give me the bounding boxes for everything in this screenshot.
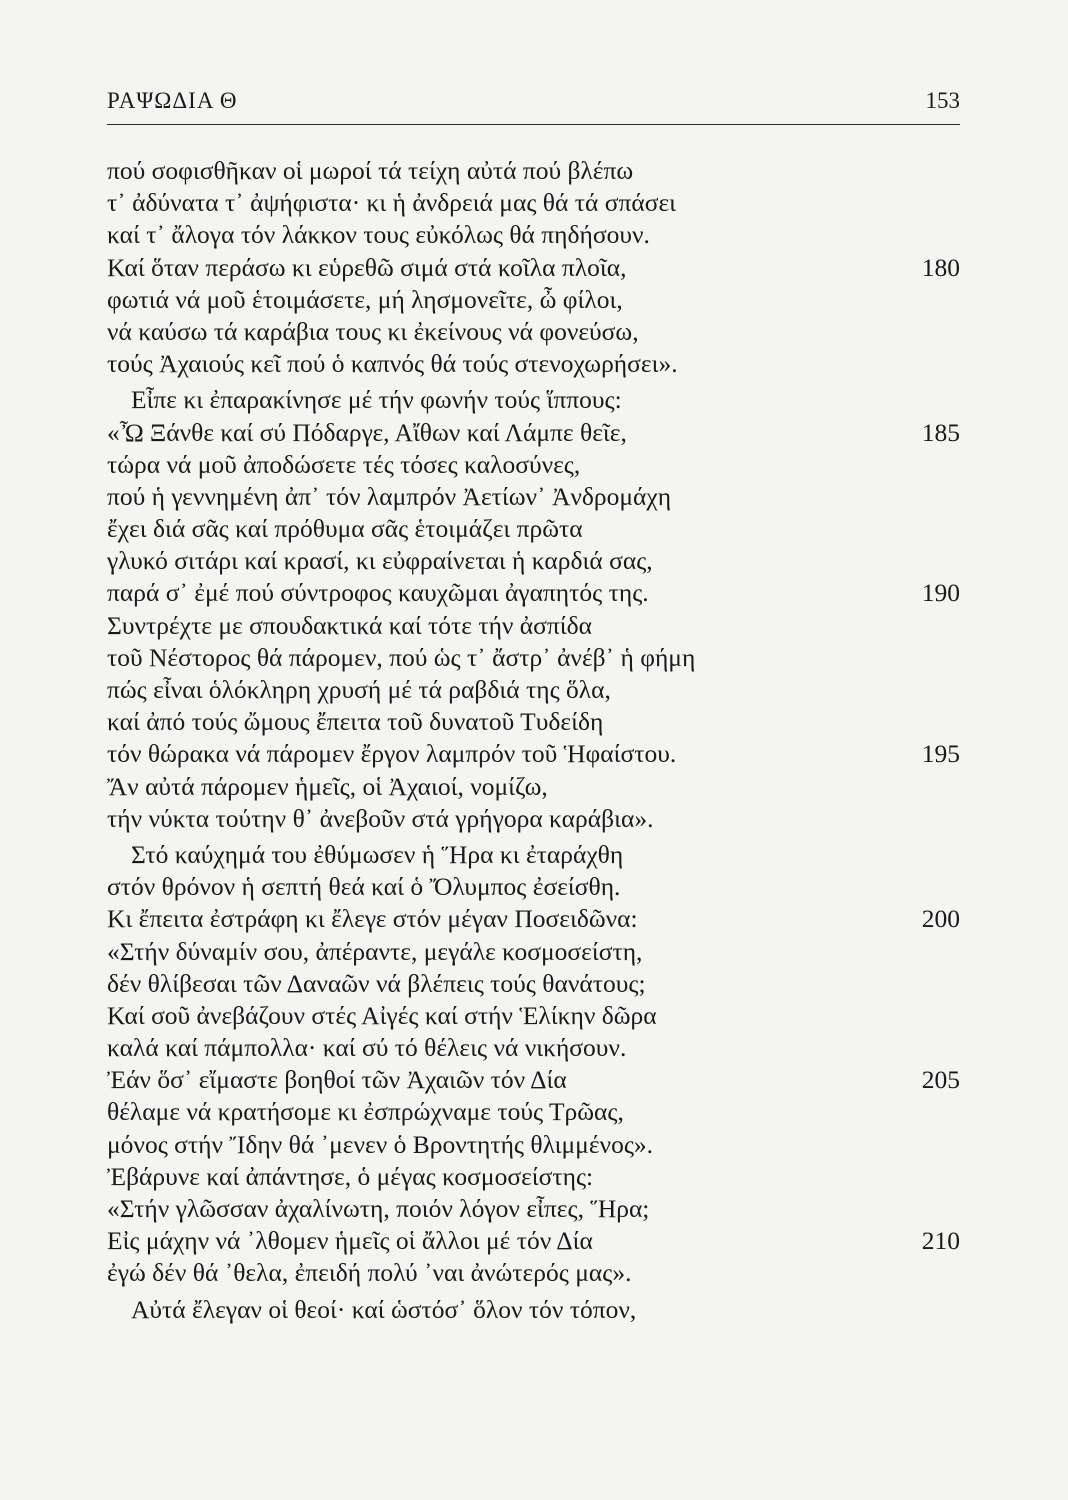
line-number: 210: [921, 1226, 960, 1256]
verse-text: τούς Ἀχαιούς κεῖ πού ὁ καπνός θά τούς στενοχωρήσει».: [107, 349, 678, 379]
verse-text: θέλαμε νά κρατήσομε κι ἐσπρώχναμε τούς Τρῶας,: [107, 1097, 624, 1127]
verse-line: [107, 155, 960, 187]
verse-text: Ἐάν ὅσ᾽ εἴμαστε βοηθοί τῶν Ἀχαιῶν τόν Δία: [107, 1065, 567, 1095]
verse-text: «Στήν δύναμίν σου, ἀπέραντε, μεγάλε κοσμοσείστη,: [107, 936, 643, 966]
verse-line: [107, 1257, 960, 1289]
verse-line: [107, 348, 960, 380]
verse-text: δέν θλίβεσαι τῶν Δαναῶν νά βλέπεις τούς θανάτους;: [107, 968, 646, 998]
verse-line: [107, 417, 960, 449]
verse-line: [107, 642, 960, 674]
verse-text: Εἶπε κι ἐπαρακίνησε μέ τήν φωνήν τούς ἵππους:: [131, 385, 622, 415]
verse-line: [107, 839, 960, 871]
verse-line: [107, 674, 960, 706]
verse-line: [107, 449, 960, 481]
header-rule: [107, 124, 960, 125]
verse-line: [107, 284, 960, 316]
verse-line: [107, 1225, 960, 1257]
verse-text: τήν νύκτα τούτην θ᾽ ἀνεβοῦν στά γρήγορα καράβια».: [107, 803, 654, 833]
verse-text: νά καύσω τά καράβια τους κι ἐκείνους νά φονεύσω,: [107, 316, 639, 346]
verse-line: [107, 610, 960, 642]
line-number: 190: [921, 578, 960, 608]
verse-line: [107, 316, 960, 348]
verse-text: μόνος στήν Ἴδην θά ᾽μενεν ὁ Βροντητής θλιμμένος».: [107, 1129, 654, 1159]
verse-line: [107, 1064, 960, 1096]
verse-line: [107, 771, 960, 803]
verse-text: γλυκό σιτάρι καί κρασί, κι εὐφραίνεται ἡ καρδιά σας,: [107, 546, 653, 576]
verse-text: καί ἀπό τούς ὤμους ἔπειτα τοῦ δυνατοῦ Τυδείδη: [107, 707, 604, 737]
verse-text: τόν θώρακα νά πάρομεν ἔργον λαμπρόν τοῦ Ἡφαίστου.: [107, 739, 677, 769]
verse-line: [107, 577, 960, 609]
verse-line: [107, 738, 960, 770]
verse-line: [107, 968, 960, 1000]
verse-text: ἔχει διά σᾶς καί πρόθυμα σᾶς ἑτοιμάζει πρῶτα: [107, 514, 583, 544]
verse-text: ἐγώ δέν θά ᾽θελα, ἐπειδή πολύ ᾽ναι ἀνώτερός μας».: [107, 1258, 632, 1288]
verse-line: [107, 1161, 960, 1193]
verse-text: «Στήν γλῶσσαν ἀχαλίνωτη, ποιόν λόγον εἶπες, Ἥρα;: [107, 1194, 650, 1223]
verse-text: Αὐτά ἔλεγαν οἱ θεοί· καί ὡστόσ᾽ ὅλον τόν τόπον,: [131, 1294, 637, 1324]
verse-line: [107, 871, 960, 903]
verse-line: [107, 936, 960, 968]
verse-line: [107, 1294, 960, 1326]
verse-line: [107, 513, 960, 545]
verse-line: [107, 1129, 960, 1161]
verse-text: Καί σοῦ ἀνεβάζουν στές Αἰγές καί στήν Ἑλίκην δῶρα: [107, 1000, 657, 1030]
verse-text: Εἰς μάχην νά ᾽λθομεν ἡμεῖς οἱ ἄλλοι μέ τόν Δία: [107, 1226, 593, 1256]
verse-line: [107, 384, 960, 416]
verse-text: παρά σ᾽ ἐμέ πού σύντροφος καυχῶμαι ἀγαπητός της.: [107, 578, 649, 608]
running-title: ΡΑΨΩΔΙΑ Θ: [107, 88, 238, 113]
verse-line: [107, 803, 960, 835]
line-number: 205: [921, 1065, 960, 1095]
line-number: 180: [921, 252, 960, 282]
verse-text: Καί ὅταν περάσω κι εὑρεθῶ σιμά στά κοῖλα πλοῖα,: [107, 252, 627, 282]
verse-line: [107, 219, 960, 251]
line-number: 200: [921, 904, 960, 934]
page-number: 153: [925, 88, 960, 113]
verse-line: [107, 187, 960, 219]
verse-text: στόν θρόνον ἡ σεπτή θεά καί ὁ Ὄλυμπος ἐσείσθη.: [107, 872, 621, 902]
verse-text: τοῦ Νέστορος θά πάρομεν, πού ὡς τ᾽ ἄστρ᾽ ἀνέβ᾽ ἡ φήμη: [107, 642, 696, 672]
verse-text: τώρα νά μοῦ ἀποδώσετε τές τόσες καλοσύνες,: [107, 449, 581, 479]
verse-line: [107, 545, 960, 577]
verse-text: «Ὦ Ξάνθε καί σύ Πόδαργε, Αἴθων καί Λάμπε θεῖε,: [107, 417, 627, 447]
verse-line: [107, 481, 960, 513]
verse-text: καί τ᾽ ἄλογα τόν λάκκον τους εὐκόλως θά πηδήσουν.: [107, 220, 650, 250]
verse-text: πώς εἶναι ὁλόκληρη χρυσή μέ τά ραβδιά της ὅλα,: [107, 675, 611, 704]
line-number: 195: [921, 739, 960, 769]
verse-line: [107, 903, 960, 935]
verse-line: [107, 1193, 960, 1225]
verse-text: πού σοφισθῆκαν οἱ μωροί τά τείχη αὐτά πού βλέπω: [107, 156, 634, 185]
verse-text: φωτιά νά μοῦ ἑτοιμάσετε, μή λησμονεῖτε, ὦ φίλοι,: [107, 284, 623, 314]
verse-text: Ἐβάρυνε καί ἀπάντησε, ὁ μέγας κοσμοσείστης:: [107, 1161, 594, 1191]
verse-text: Στό καύχημά του ἐθύμωσεν ἡ Ἥρα κι ἐταράχθη: [131, 839, 624, 869]
verse-line: [107, 1096, 960, 1128]
verse-line: [107, 1032, 960, 1064]
verse-line: [107, 1000, 960, 1032]
verse-text: καλά καί πάμπολλα· καί σύ τό θέλεις νά νικήσουν.: [107, 1033, 627, 1063]
verse-block: [107, 155, 960, 1326]
verse-line: [107, 252, 960, 284]
verse-text: Ἄν αὐτά πάρομεν ἡμεῖς, οἱ Ἀχαιοί, νομίζω,: [107, 771, 548, 801]
line-number: 185: [921, 417, 960, 447]
verse-text: Κι ἔπειτα ἐστράφη κι ἔλεγε στόν μέγαν Ποσειδῶνα:: [107, 904, 638, 934]
page-header: [107, 88, 960, 118]
verse-text: τ᾽ ἀδύνατα τ᾽ ἀψήφιστα· κι ἡ ἀνδρειά μας θά τά σπάσει: [107, 188, 677, 218]
verse-line: [107, 706, 960, 738]
verse-text: πού ἡ γεννημένη ἀπ᾽ τόν λαμπρόν Ἀετίων᾽ Ἀνδρομάχη: [107, 481, 672, 511]
verse-text: Συντρέχτε με σπουδακτικά καί τότε τήν ἀσπίδα: [107, 610, 593, 640]
